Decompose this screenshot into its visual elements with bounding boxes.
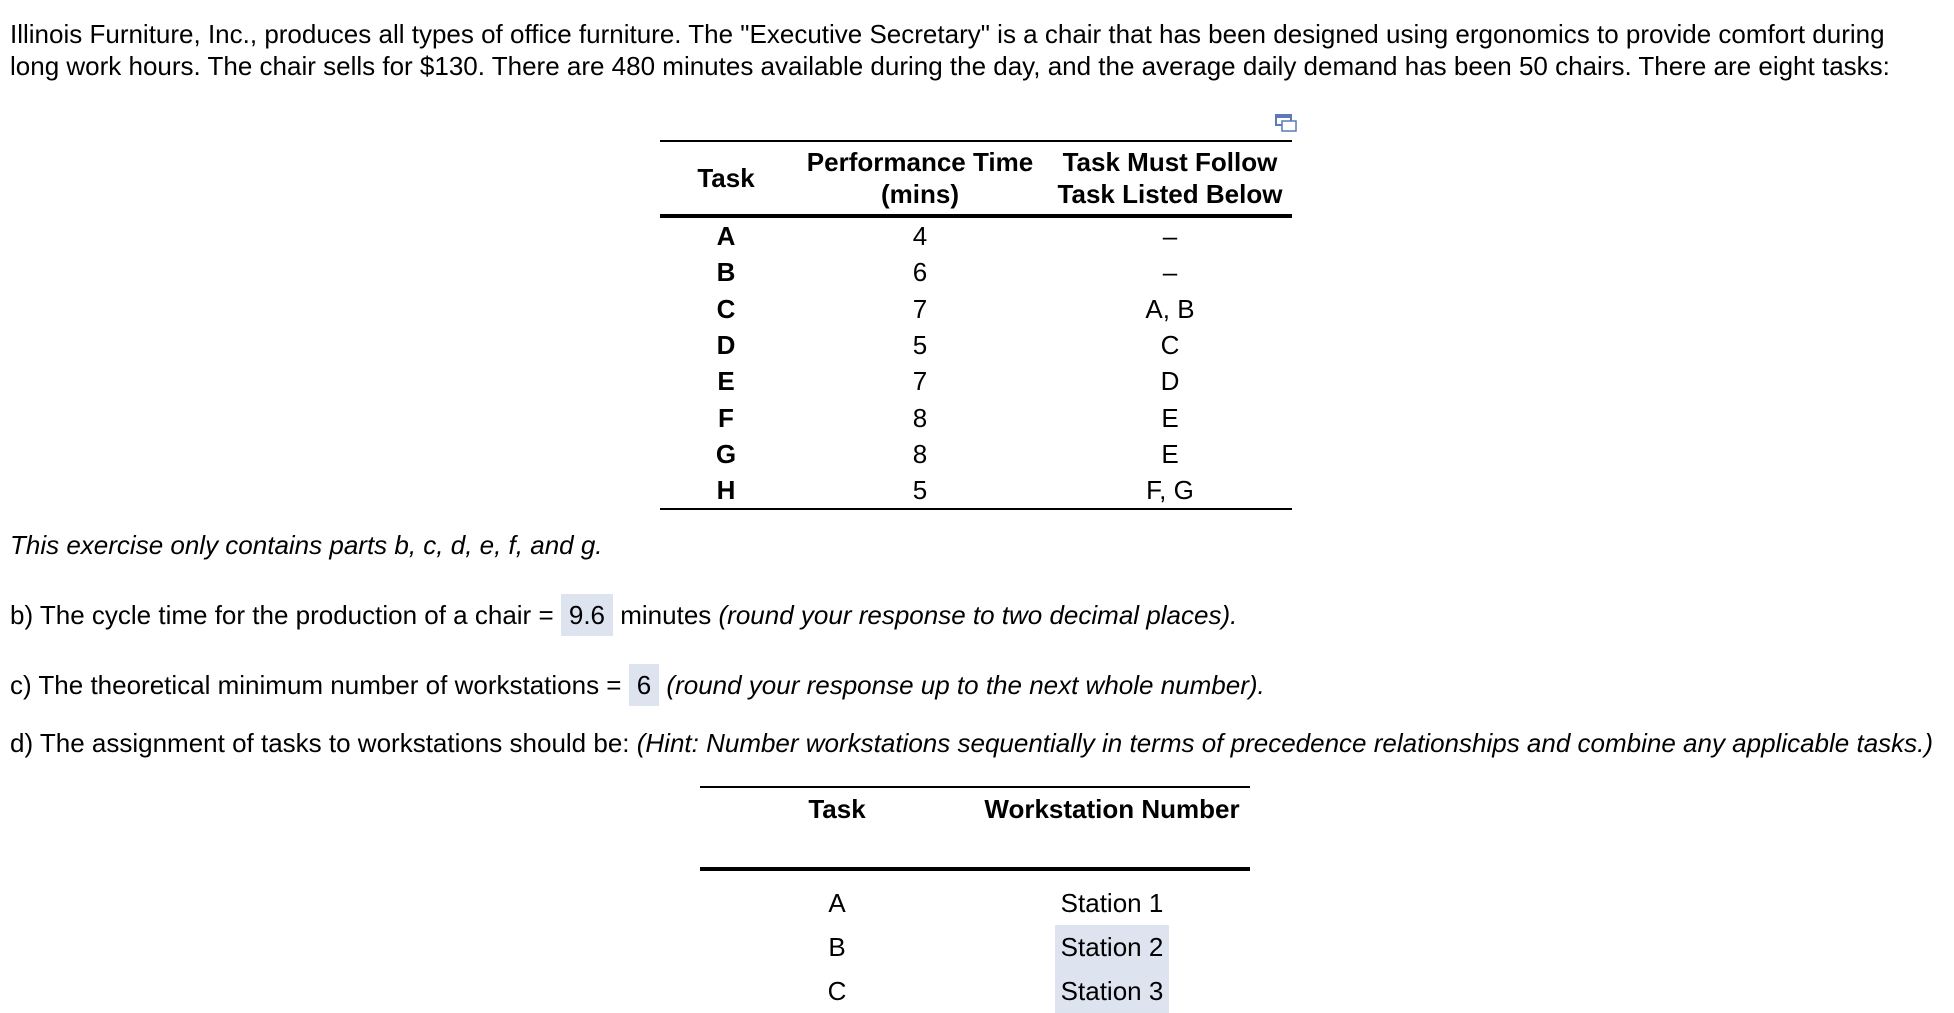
assign-header-workstation: Workstation Number [984,794,1240,824]
follows-cell: A, B [1145,293,1195,324]
question-d [10,728,1933,759]
table-row [660,216,1292,254]
table-row [660,399,1292,435]
time-cell: 7 [912,366,928,397]
time-cell: 4 [912,221,928,252]
table-row [700,925,1250,969]
question-d-prefix: d) The assignment of tasks to workstations should be: [10,728,637,758]
assignment-table-container [700,786,1250,1013]
task-cell: A [716,221,736,252]
question-b-prefix: b) The cycle time for the production of a chair = [10,600,561,630]
question-b-suffix: minutes [613,600,719,630]
follows-cell: E [1161,402,1179,433]
header-performance-time-text: Performance Time (mins) [806,147,1034,209]
table-row [660,363,1292,399]
table-row [660,254,1292,290]
follows-cell: D [1160,366,1180,397]
task-cell: C [716,293,736,324]
assign-station-cell: Station 1 [1060,887,1164,918]
station-select-b[interactable]: Station 2 [1055,925,1170,969]
time-cell: 8 [912,438,928,469]
task-data-table-container [660,140,1292,510]
station-select-c[interactable]: Station 3 [1055,969,1170,1013]
assign-station-cell [974,925,1250,969]
table-row [700,969,1250,1013]
table-row [700,869,1250,925]
follows-cell: E [1161,438,1179,469]
header-task-must-follow [1048,141,1292,216]
assign-task-cell: B [828,931,846,962]
popout-window-icon[interactable] [1275,114,1297,132]
task-cell: D [716,330,736,361]
follows-cell: – [1162,221,1178,252]
follows-cell: C [1160,330,1180,361]
task-data-table [660,140,1292,510]
task-table-header-row [660,141,1292,216]
assign-task-cell: C [827,975,847,1006]
assign-header-task: Task [808,794,866,824]
question-c [10,664,1265,706]
question-d-hint: (Hint: Number workstations sequentially in terms of precedence relationships and combine any applicable tasks.) [636,728,1934,758]
exercise-note: This exercise only contains parts b, c, d, e, f, and g. [10,530,603,560]
assign-station-cell [974,969,1250,1013]
follows-cell: F, G [1146,475,1194,506]
follows-cell: – [1162,257,1178,288]
cycle-time-answer-field[interactable]: 9.6 [561,594,613,636]
task-cell: B [716,257,736,288]
time-cell: 7 [912,293,928,324]
header-task: Task [697,163,755,193]
assignment-header-row [700,787,1250,869]
assignment-table [700,786,1250,1013]
question-c-hint: (round your response up to the next whole number). [659,670,1265,700]
table-row [660,436,1292,472]
min-workstations-answer-field[interactable]: 6 [629,664,659,706]
time-cell: 8 [912,402,928,433]
time-cell: 6 [912,257,928,288]
task-cell: F [718,402,734,433]
header-task-must-follow-text: Task Must Follow Task Listed Below [1057,147,1283,209]
question-b [10,594,1237,636]
problem-intro: Illinois Furniture, Inc., produces all types of office furniture. The "Executive Secretary" is a chair that has been designed using ergonomics to provide comfort during long work hours. The chair sells for $130. There are 480 minutes available during the day, and the average daily demand has been 50 chairs. There are eight tasks: [10,19,1890,81]
table-row [660,291,1292,327]
assign-task-cell: A [828,887,846,918]
header-performance-time [792,141,1048,216]
time-cell: 5 [912,330,928,361]
task-cell: H [716,475,736,506]
question-c-prefix: c) The theoretical minimum number of workstations = [10,670,629,700]
table-row [660,327,1292,363]
task-cell: G [715,438,737,469]
question-b-hint: (round your response to two decimal places). [718,600,1238,630]
time-cell: 5 [912,475,928,506]
task-cell: E [717,366,735,397]
table-row [660,472,1292,509]
